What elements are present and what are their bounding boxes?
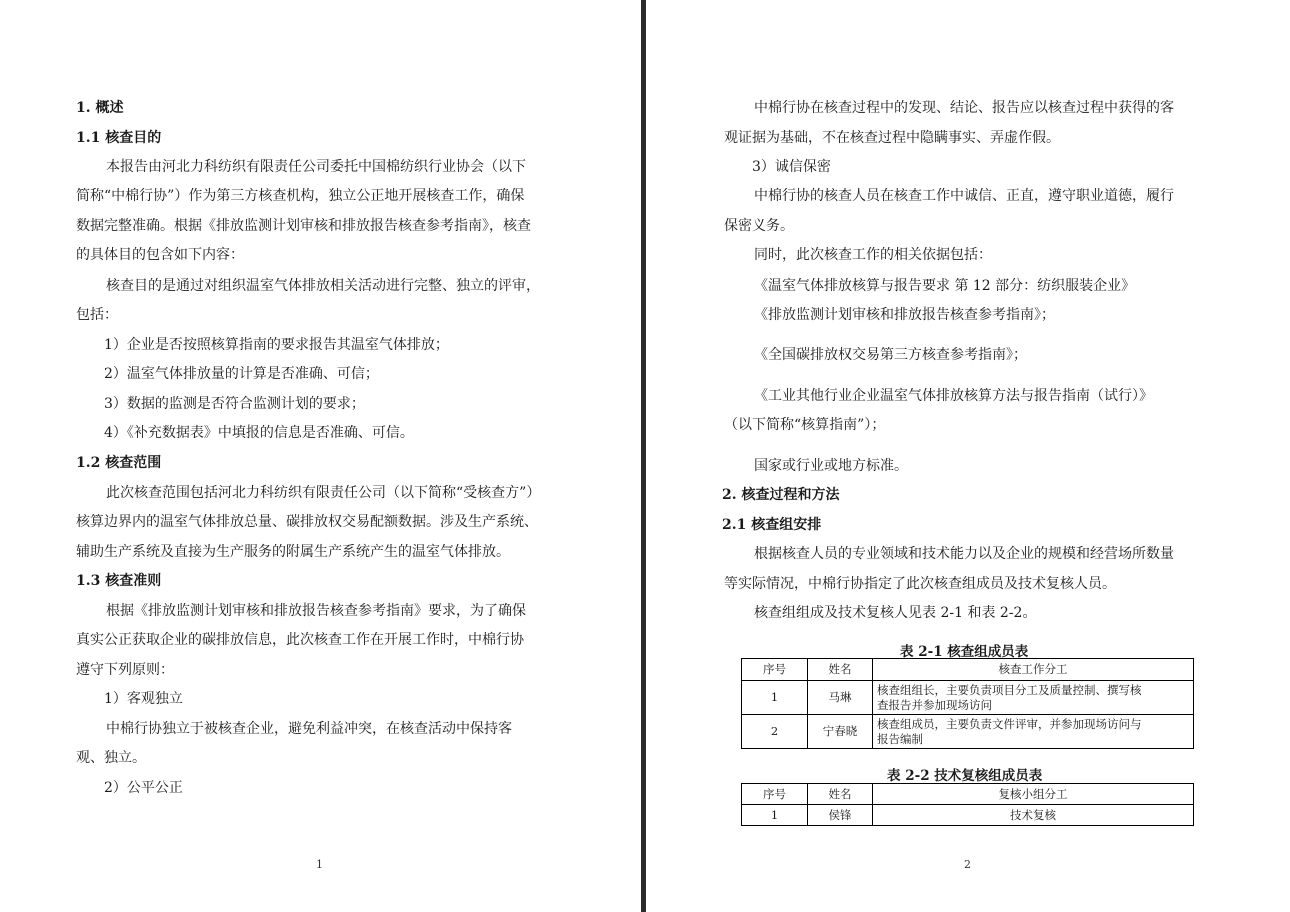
paragraph-line: 核查组组成及技术复核人见表 2-1 和表 2-2。	[754, 605, 1037, 621]
table-row	[742, 681, 1194, 715]
document-page-1	[0, 0, 641, 912]
table-cell	[873, 681, 1194, 715]
table-2-2	[741, 783, 1194, 826]
paragraph-line: 此次核查范围包括河北力科纺织有限责任公司（以下简称“受核查方”）	[106, 485, 541, 501]
reference-line: 《温室气体排放核算与报告要求 第 12 部分：纺织服装企业》	[754, 278, 1136, 294]
list-item: 3）数据的监测是否符合监测计划的要求；	[104, 396, 365, 412]
table-cell	[873, 715, 1194, 749]
table-header-row	[742, 659, 1194, 681]
paragraph-line: 真实公正获取企业的碳排放信息，此次核查工作在开展工作时，中棉行协	[76, 632, 524, 648]
heading-2: 2. 核查过程和方法	[722, 487, 840, 503]
paragraph-line: 中棉行协的核查人员在核查工作中诚信、正直，遵守职业道德，履行	[754, 188, 1174, 204]
heading-1-1: 1.1 核查目的	[76, 130, 162, 146]
list-item: 4）《补充数据表》中填报的信息是否准确、可信。	[104, 425, 414, 441]
document-page-2	[646, 0, 1290, 912]
paragraph-line: 观证据为基础，不在核查过程中隐瞒事实、弄虚作假。	[724, 130, 1060, 146]
table-cell: 1	[742, 681, 808, 715]
table-header-cell: 序号	[742, 784, 808, 805]
table-cell: 马琳	[808, 681, 873, 715]
list-item: 2）公平公正	[104, 780, 183, 796]
paragraph-line: 核算边界内的温室气体排放总量、碳排放权交易配额数据。涉及生产系统、	[76, 514, 538, 530]
table-header-cell: 序号	[742, 659, 808, 681]
table-header-row	[742, 784, 1194, 805]
heading-1-2: 1.2 核查范围	[76, 455, 162, 471]
table-row	[742, 715, 1194, 749]
paragraph-line: 包括：	[76, 307, 118, 323]
paragraph-line: 数据完整准确。根据《排放监测计划审核和排放报告核查参考指南》，核查	[76, 218, 531, 234]
cell-line: 核查组组长，主要负责项目分工及质量控制、撰写核	[877, 682, 1142, 697]
table-2-1-title: 表 2-1 核查组成员表	[900, 644, 1029, 660]
list-item: 3）诚信保密	[752, 159, 831, 175]
page-number: 2	[964, 858, 971, 871]
table-cell: 宁春晓	[808, 715, 873, 749]
table-2-1	[741, 658, 1194, 749]
list-item: 1）企业是否按照核算指南的要求报告其温室气体排放；	[104, 337, 449, 353]
paragraph-line: 的具体目的包含如下内容：	[76, 247, 244, 263]
table-cell: 技术复核	[873, 805, 1194, 826]
paragraph-line: 中棉行协独立于被核查企业，避免利益冲突，在核查活动中保持客	[106, 721, 512, 737]
paragraph-line: 国家或行业或地方标准。	[754, 458, 908, 474]
cell-line: 核查组成员，主要负责文件评审，并参加现场访问与	[877, 716, 1142, 731]
table-cell: 1	[742, 805, 808, 826]
heading-2-1: 2.1 核查组安排	[722, 517, 822, 533]
table-header-cell: 姓名	[808, 784, 873, 805]
table-2-2-title: 表 2-2 技术复核组成员表	[887, 768, 1043, 784]
table-header-cell: 姓名	[808, 659, 873, 681]
paragraph-line: 中棉行协在核查过程中的发现、结论、报告应以核查过程中获得的客	[754, 100, 1174, 116]
paragraph-line: 核查目的是通过对组织温室气体排放相关活动进行完整、独立的评审，	[106, 278, 540, 294]
reference-line: 《排放监测计划审核和排放报告核查参考指南》；	[754, 307, 1055, 323]
reference-line: （以下简称“核算指南”）；	[724, 417, 886, 433]
table-cell: 侯锋	[808, 805, 873, 826]
paragraph-line: 本报告由河北力科纺织有限责任公司委托中国棉纺织行业协会（以下	[106, 159, 526, 175]
table-row	[742, 805, 1194, 826]
cell-line: 查报告并参加现场访问	[877, 697, 992, 712]
paragraph-line: 辅助生产系统及直接为生产服务的附属生产系统产生的温室气体排放。	[76, 544, 510, 560]
list-item: 2）温室气体排放量的计算是否准确、可信；	[104, 366, 379, 382]
cell-line: 报告编制	[877, 731, 923, 746]
table-header-cell: 核查工作分工	[873, 659, 1194, 681]
paragraph-line: 同时，此次核查工作的相关依据包括：	[754, 247, 992, 263]
reference-line: 《工业其他行业企业温室气体排放核算方法与报告指南（试行）》	[754, 388, 1153, 404]
table-cell: 2	[742, 715, 808, 749]
paragraph-line: 根据核查人员的专业领域和技术能力以及企业的规模和经营场所数量	[754, 546, 1174, 562]
table-header-cell: 复核小组分工	[873, 784, 1194, 805]
heading-1-3: 1.3 核查准则	[76, 573, 162, 589]
paragraph-line: 根据《排放监测计划审核和排放报告核查参考指南》要求，为了确保	[106, 603, 526, 619]
paragraph-line: 简称“中棉行协”）作为第三方核查机构，独立公正地开展核查工作，确保	[76, 188, 525, 204]
heading-1: 1. 概述	[76, 100, 124, 116]
paragraph-line: 保密义务。	[724, 218, 794, 234]
paragraph-line: 遵守下列原则：	[76, 662, 174, 678]
reference-line: 《全国碳排放权交易第三方核查参考指南》；	[754, 347, 1027, 363]
paragraph-line: 等实际情况，中棉行协指定了此次核查组成员及技术复核人员。	[724, 576, 1116, 592]
list-item: 1）客观独立	[104, 691, 183, 707]
page-number: 1	[316, 858, 323, 871]
paragraph-line: 观、独立。	[76, 750, 146, 766]
